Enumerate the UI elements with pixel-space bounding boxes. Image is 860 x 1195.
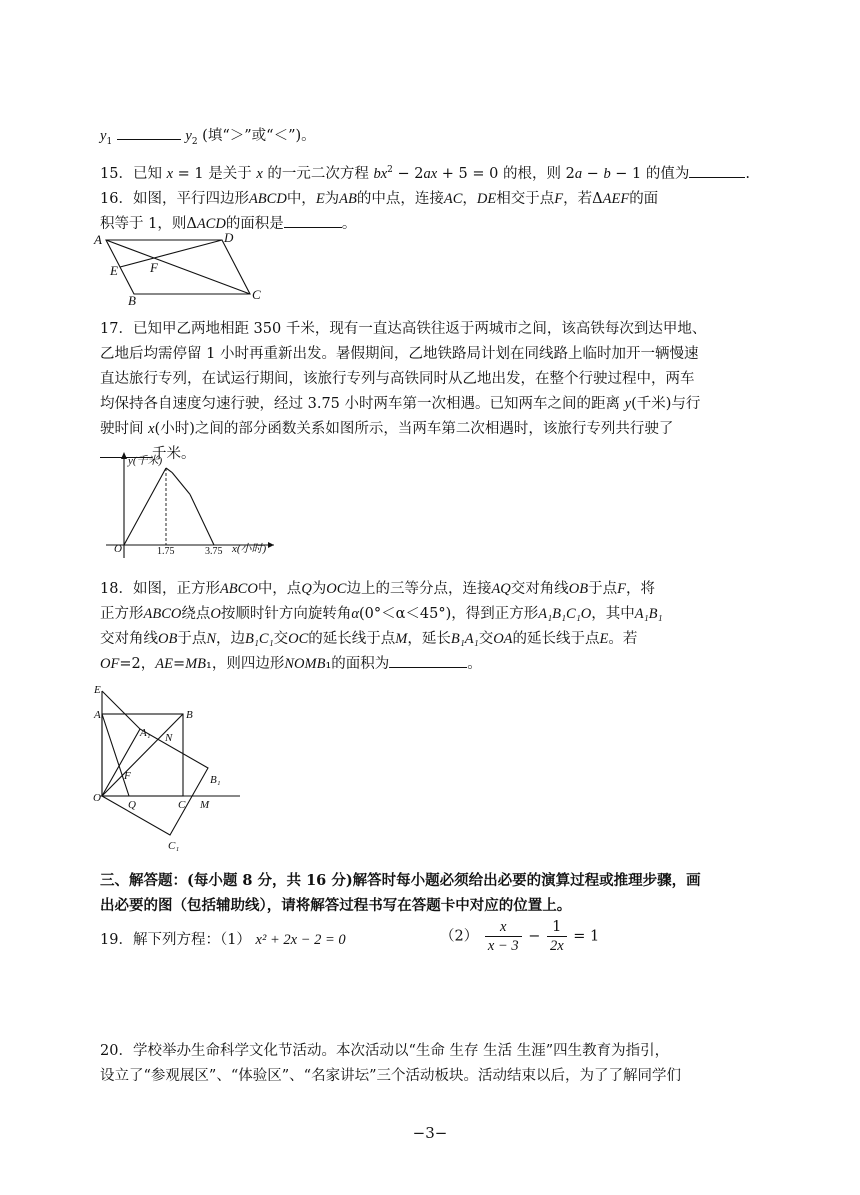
q15-text-2: 是关于 [208,166,252,182]
answer-blank [689,176,745,178]
label-b: B [186,709,193,721]
question-18-line-1 [100,577,655,598]
label-f: F [124,770,131,782]
q16-text: 积等于 1，则Δ [100,216,197,232]
q18-e: E [599,631,609,647]
q18-text: 的延长线于点 [308,631,396,647]
q16-text: 的面积是 [225,216,284,232]
q18-text: 绕点 [181,606,211,622]
x-axis-arrow [268,542,274,548]
question-17-line-1: 17．已知甲乙两地相距 350 千米，现有一直达高铁往返于两城市之间，该高铁每次到达甲地、 [100,321,707,337]
answer-blank [389,666,467,668]
q16-text: ，若Δ [563,191,603,207]
rotated-square-figure [92,683,242,858]
section-3-header-line-2: 出必要的图（包括辅助线），请将解答过程书写在答题卡中对应的位置上。 [100,897,572,914]
label-o: O [93,792,101,804]
q18-m: M [395,631,408,647]
q17-text: 驶时间 [100,421,144,437]
q14-tail: $y_1$ $y_2$ (填“＞”或“＜”)。 [100,128,316,147]
q18-abco: ABCO [143,606,182,622]
label-a1: A₁ [140,727,151,739]
question-16-line-1 [100,187,658,208]
q15-text-5: 的值为 [645,166,690,182]
q16-text: 16．如图，平行四边形 [100,191,249,207]
question-17-line-4 [100,392,700,413]
q15-text-4: 的根，则 [502,166,561,182]
square-a1b1c1o [102,729,208,835]
fraction-2-numerator: 1 [547,918,567,937]
q16-ab: AB [339,191,357,207]
fraction-1-denominator: x − 3 [487,938,519,954]
x-tick-label: 3.75 [205,546,223,557]
q17-y: y [624,396,632,412]
y-axis-label: y(千米) [128,455,163,467]
label-q: Q [128,799,136,811]
label-b: B [128,293,136,308]
q18-text: 交 [273,631,289,647]
q18-text: 。若 [608,631,638,647]
q18-q: Q [301,581,312,597]
q18-ob: OB [158,631,178,647]
q15-text: 15．已知 [100,166,162,182]
q18-text: ，延长 [407,631,451,647]
q16-abcd: ABCD [248,191,287,207]
fraction-2-denominator: 2x [549,938,564,954]
q15-text-3: 的一元二次方程 [267,166,369,182]
q18-nomb: NOMB [284,656,326,672]
q19-rhs: = 1 [573,928,600,945]
section-3-header-line-1: 三、解答题：(每小题 8 分，共 16 分)解答时每小题必须给出必要的演算过程或推理步骤，画 [100,872,701,889]
q18-text: ，将 [626,581,655,597]
question-18-line-2 [100,602,663,623]
q18-oc: OC [288,631,309,647]
series-segment [166,468,172,472]
segment-de [120,240,222,267]
q18-text: 中，点 [257,581,302,597]
series-segment [172,472,190,494]
label-a: A [94,709,101,721]
q19-lead: 19．解下列方程：（1） [100,932,251,948]
q18-mb: MB [185,656,207,672]
q17-text: (千米)与行 [631,396,701,412]
q18-of: OF [100,656,120,672]
label-c: C [178,799,186,811]
q18-abco: ABCO [219,581,258,597]
q16-text: 中， [286,191,316,207]
answer-blank [117,138,181,140]
q18-oa: OA [493,631,513,647]
distance-time-chart [92,448,282,563]
question-15: 15．已知 x = 1 是关于 x 的一元二次方程 $bx^2 - 2ax + 5 = 0$ 的根，则 2a − b − 1 的值为 . [100,165,750,182]
q18-text: 于点 [177,631,207,647]
q18-ae: AE [155,656,173,672]
q16-de: DE [476,191,497,207]
label-c1: C₁ [168,840,180,852]
q18-b1a1: B₁A₁ [450,631,479,647]
q16-text: 的面 [629,191,659,207]
page-number: −3− [412,1124,448,1142]
question-18-line-3 [100,627,637,648]
q18-a1b1c1o: A₁B₁C₁O [538,606,592,622]
q16-acd: ACD [196,216,226,232]
q18-text: ，边 [216,631,246,647]
q17-text: 千米。 [152,446,196,462]
origin-label: O [114,543,122,555]
q19-minus: − [528,928,541,945]
q18-f: F [617,581,626,597]
q16-f: F [554,191,564,207]
q18-text: ₁的面积为 [325,656,390,672]
x-tick-label: 1.75 [157,546,175,557]
label-a: A [94,232,102,247]
q18-text: 交对角线 [100,631,158,647]
q18-text: ，其中 [591,606,635,622]
q18-text: 为 [311,581,327,597]
label-d: D [224,230,234,245]
q16-text: 相交于点 [496,191,555,207]
series-segment [124,468,166,545]
q16-aef: AEF [602,191,630,207]
q16-sep: ， [462,191,477,207]
q15-end: . [745,166,750,182]
q19-part2-label: （2） [440,928,479,945]
q17-text: 均保持各自速度匀速行驶，经过 3.75 小时两车第一次相遇。已知两车之间的距离 [100,396,621,412]
q18-text: 交对角线 [510,581,569,597]
q18-text: 按顺时针方向旋转角 [220,606,352,622]
q16-e: E [315,191,325,207]
label-e: E [110,263,118,278]
q16-text: 为 [324,191,340,207]
question-17-line-2: 乙地后均需停留 1 小时再重新出发。暑假期间，乙地铁路局计划在同线路上临时加开一辆慢速 [100,346,699,362]
extension-b1a1 [102,691,140,729]
diagonal-ac [106,240,250,294]
q15-var: x [256,166,263,182]
q18-aq: AQ [491,581,511,597]
series-segment [190,494,214,545]
q18-text: ₁，则四边形 [206,656,285,672]
q16-ac: AC [443,191,463,207]
question-19 [100,928,346,949]
q18-text: 交 [478,631,494,647]
question-17-line-5 [100,417,673,438]
label-n: N [165,732,173,744]
answer-blank [284,226,342,228]
label-c: C [252,287,261,302]
q19-equation-1: x² + 2x − 2 = 0 [255,932,346,948]
q18-text: 。 [467,656,482,672]
q18-text: 边上的三等分点，连接 [346,581,492,597]
q18-text: =2， [119,656,156,672]
fill-hint: (填“＞”或“＜”)。 [202,128,316,144]
question-19-part-2 [440,918,599,955]
q17-text: (小时)之间的部分函数关系如图所示，当两车第二次相遇时，该旅行专列共行驶了 [154,421,674,437]
q18-text: = [172,656,186,672]
q18-alpha: α [351,606,359,622]
q18-text: 的延长线于点 [512,631,600,647]
label-f: F [150,260,158,275]
label-m: M [200,799,210,811]
q17-x: x [148,421,155,437]
question-20-line-1: 20．学校举办生命科学文化节活动。本次活动以“生命 生存 生活 生涯”四生教育为指引， [100,1043,670,1059]
q18-ob: OB [568,581,589,597]
fraction-1-numerator: x [485,918,522,937]
q18-text: 18．如图，正方形 [100,581,220,597]
q18-text: 正方形 [100,606,144,622]
question-18-line-4 [100,652,482,673]
q16-text: 的中点，连接 [356,191,444,207]
q18-oc: OC [326,581,347,597]
question-17-line-3: 直达旅行专列，在试运行期间，该旅行专列与高铁同时从乙地出发，在整个行驶过程中，两车 [100,371,695,387]
label-b1: B₁ [210,774,221,786]
q16-text: 。 [341,216,357,232]
q18-a1b1: A₁B₁ [634,606,663,622]
q18-b1c1: B₁C₁ [245,631,274,647]
label-e: E [94,684,101,696]
parallelogram-figure [92,228,272,308]
y-axis-arrow [121,452,127,459]
question-20-line-2: 设立了“参观展区”、“体验区”、“名家讲坛”三个活动板块。活动结束以后，为了了解同学们 [100,1068,681,1084]
x-axis-label: x(小时) [232,543,267,555]
q18-text: (0°＜α＜45°)，得到正方形 [358,606,539,622]
fraction-1 [485,918,522,955]
q18-text: 于点 [588,581,618,597]
q18-n: N [206,631,217,647]
q18-o: O [210,606,221,622]
fraction-2 [547,918,567,955]
